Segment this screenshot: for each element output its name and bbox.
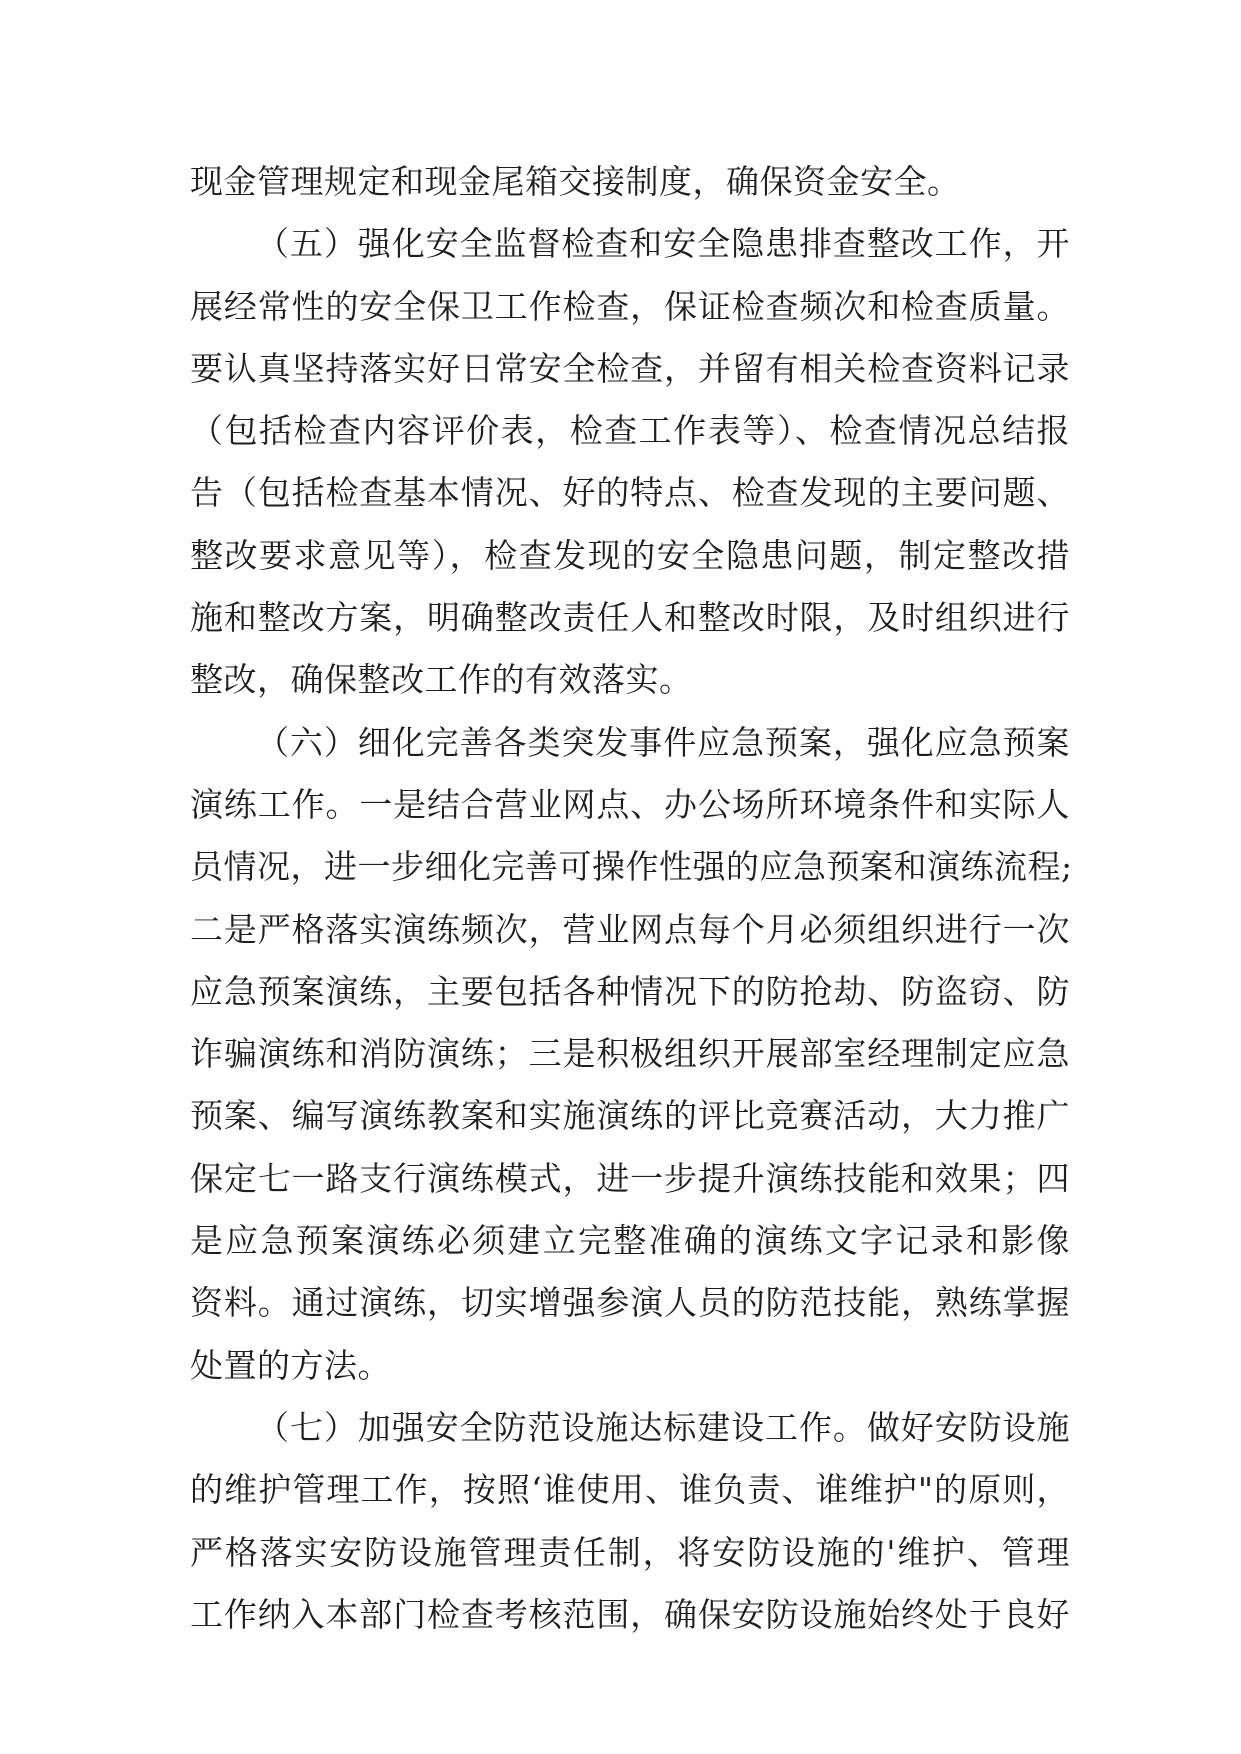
text-line: （五）强化安全监督检查和安全隐患排查整改工作，开 [256,224,1070,264]
text-line: （七）加强安全防范设施达标建设工作。做好安防设施 [256,1407,1070,1447]
text-line: 诈骗演练和消防演练；三是积极组织开展部室经理制定应急 [190,1034,1070,1074]
text-line: 展经常性的安全保卫工作检查，保证检查频次和检查质量。 [190,286,1070,326]
text-line: 施和整改方案，明确整改责任人和整改时限，及时组织进行 [190,598,1070,638]
text-line: 二是严格落实演练频次，营业网点每个月必须组织进行一次 [190,909,1070,949]
text-line: 工作纳入本部门检查考核范围，确保安防设施始终处于良好 [190,1594,1070,1634]
text-line: 处置的方法。 [190,1345,391,1385]
text-line: 应急预案演练，主要包括各种情况下的防抢劫、防盗窃、防 [190,971,1070,1011]
text-line: 整改，确保整改工作的有效落实。 [190,660,693,700]
document-body [190,151,1073,1646]
text-line: 员情况，进一步细化完善可操作性强的应急预案和演练流程; [190,847,1073,887]
text-line: 严格落实安防设施管理责任制，将安防设施的'维护、管理 [190,1532,1070,1572]
text-line: 告（包括检查基本情况、好的特点、检查发现的主要问题、 [190,473,1070,513]
text-line: 资料。通过演练，切实增强参演人员的防范技能，熟练掌握 [190,1283,1070,1323]
text-line: 整改要求意见等），检查发现的安全隐患问题，制定整改措 [190,535,1070,575]
text-line: （六）细化完善各类突发事件应急预案，强化应急预案 [256,722,1070,762]
text-line: 保定七一路支行演练模式，进一步提升演练技能和效果；四 [190,1158,1070,1198]
text-line: 要认真坚持落实好日常安全检查，并留有相关检查资料记录 [190,348,1070,388]
text-line: （包括检查内容评价表，检查工作表等）、检查情况总结报 [190,411,1070,451]
text-line: 预案、编写演练教案和实施演练的评比竞赛活动，大力推广 [190,1096,1070,1136]
text-line: 的维护管理工作，按照‘谁使用、谁负责、谁维护"的原则， [190,1470,1070,1510]
text-line: 演练工作。一是结合营业网点、办公场所环境条件和实际人 [190,784,1070,824]
text-line: 是应急预案演练必须建立完整准确的演练文字记录和影像 [190,1221,1070,1261]
text-line: 现金管理规定和现金尾箱交接制度，确保资金安全。 [190,162,961,201]
